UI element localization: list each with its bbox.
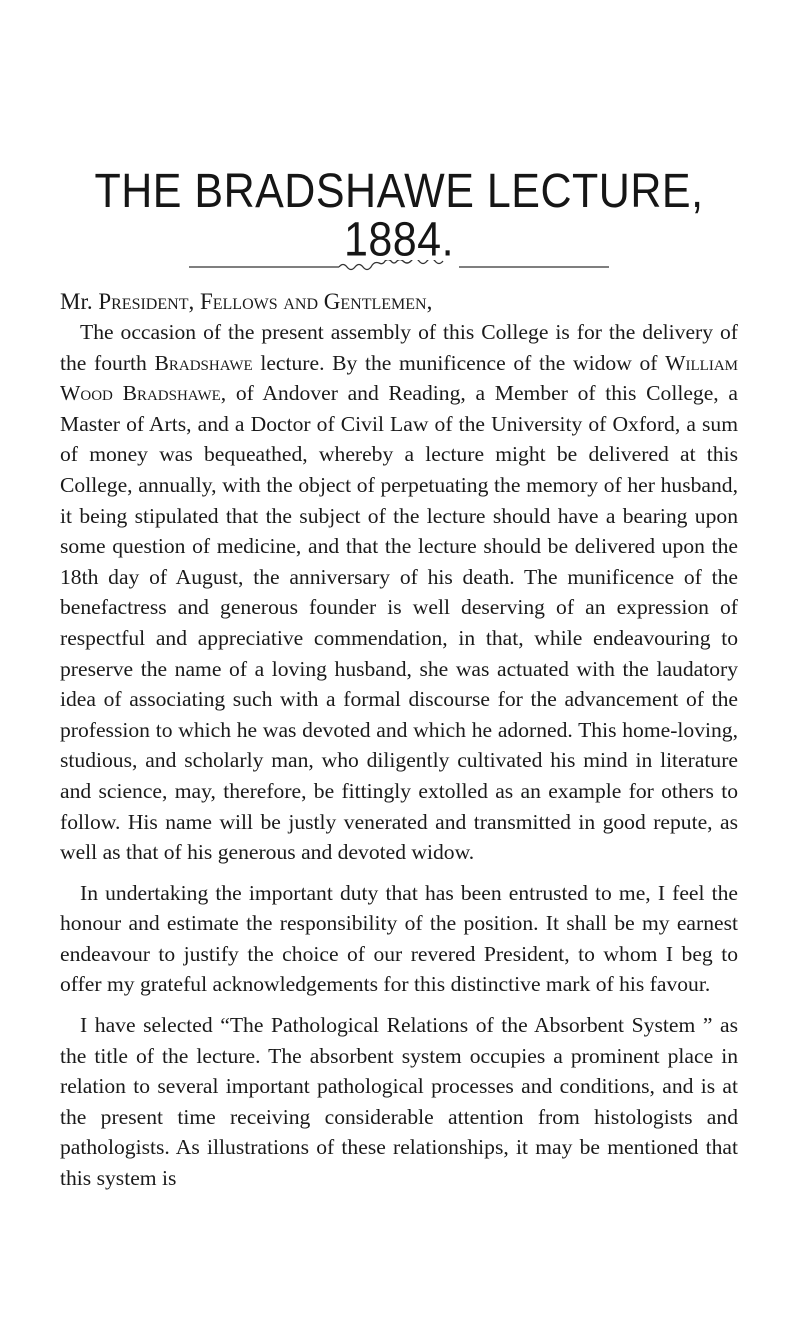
bradshawe-name: Bradshawe — [154, 350, 253, 375]
paragraph-1-text-b: lecture. By the munificence of the widow of — [252, 350, 666, 375]
benefactor-name: William Wood Bradshawe — [60, 350, 738, 406]
paragraph-1 — [60, 317, 738, 868]
salutation-text: President, Fellows and Gentlemen, — [98, 289, 433, 314]
paragraph-2: In undertaking the important duty that has been entrusted to me, I feel the honour and estimate the responsibility of the position. It shall be my earnest endeavour to justify the choice of our revered President, to whom I beg to offer my grateful acknowledgements for this distinctive mark of his favour. — [60, 880, 738, 997]
salutation-prefix: Mr. — [60, 289, 93, 314]
lecture-title: THE BRADSHAWE LECTURE, 1884. — [94, 164, 704, 267]
paragraph-1-text-c: , of Andover and Reading, a Member of this College, a Master of Arts, and a Doctor of Civil Law of the University of Oxford, a sum of money was bequeathed, whereby a lecture might be delivered at this College, annually, with the object of perpetuating the memory of her husband, it being stipulated that the subject of the lecture should have a bearing upon some question of medicine, and that the lecture should be delivered upon the 18th day of August, the anniversary of his death. The munificence of the benefactress and generous founder is well deserving of an expression of respectful and appreciative commendation, in that, while endeavouring to preserve the name of a loving husband, she was actuated with the laudatory idea of associating such with a formal discourse for the advancement of the profession to which he was devoted and which he adorned. This home-loving, studious, and scholarly man, who diligently cultivated his mind in literature and science, may, therefore, be fittingly extolled as an example for others to follow. His name will be justly venerated and transmitted in good repute, as well as that of his generous and devoted widow. — [60, 381, 738, 865]
paragraph-1-text-a: The occasion of the present assembly of this College is for the delivery of the fourth — [60, 320, 738, 375]
paragraph-3: I have selected “The Pathological Relations of the Absorbent System ” as the title of the lecture. The absorbent system occupies a prominent place in relation to several important pathological processes and conditions, and is at the present time receiving considerable attention from histologists and pathologists. As illustrations of these relationships, it may be mentioned that this system is — [60, 1013, 738, 1191]
salutation — [60, 286, 738, 317]
